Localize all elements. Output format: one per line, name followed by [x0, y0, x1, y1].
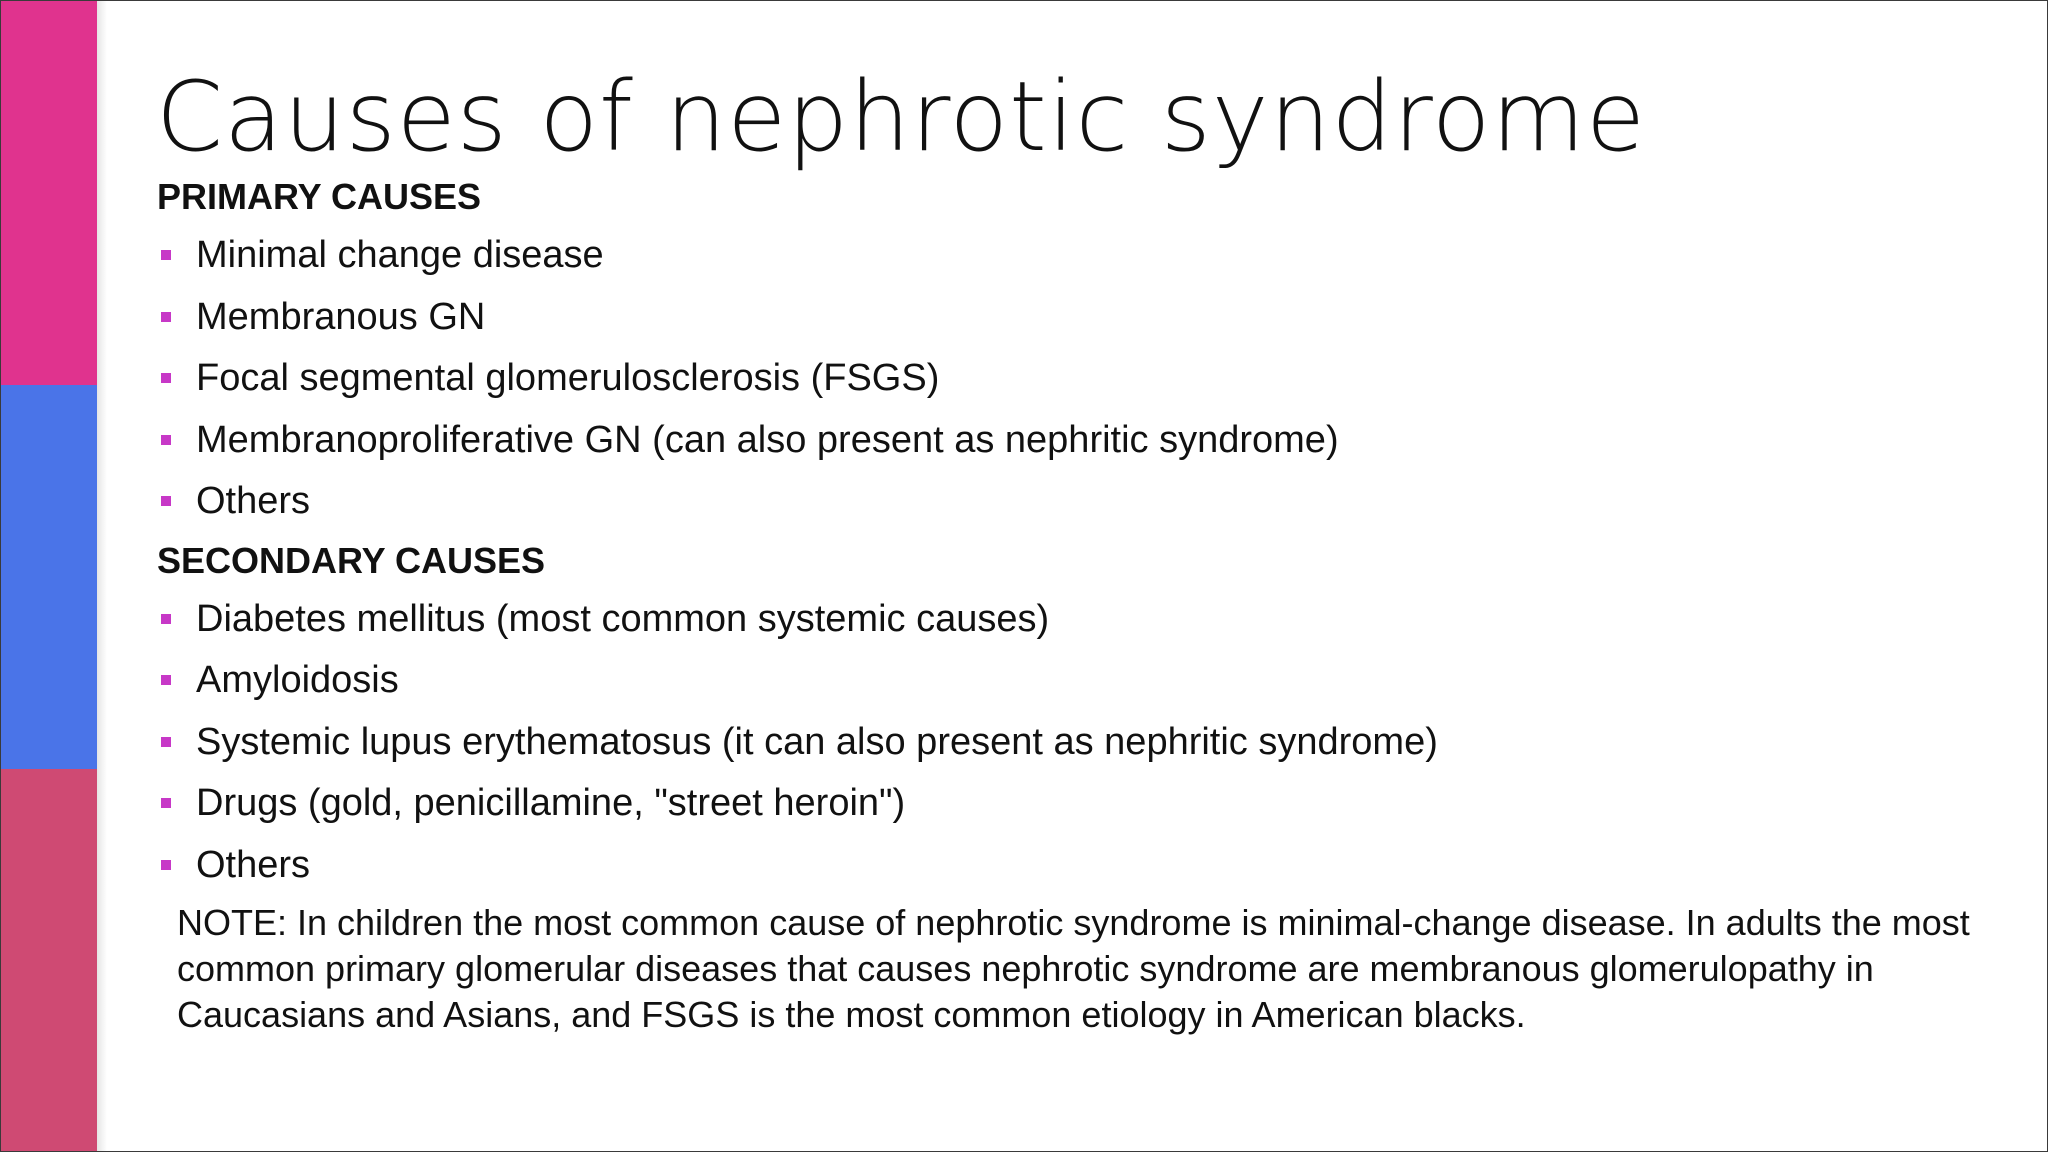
list-item: [157, 471, 1977, 533]
list-item-text: Membranoproliferative GN (can also present as nephritic syndrome): [196, 418, 1339, 461]
list-item: [157, 225, 1977, 287]
secondary-causes-list: [157, 589, 1977, 897]
side-bar-segment-middle: [1, 385, 97, 769]
list-item-text: Others: [196, 480, 311, 522]
side-bar-segment-top: [1, 1, 97, 385]
list-item-text: Diabetes mellitus (most common systemic causes): [196, 597, 1050, 640]
list-item: [157, 835, 1977, 897]
list-item: [157, 650, 1977, 712]
list-item: [157, 410, 1977, 472]
square-bullet-icon: [161, 496, 171, 506]
list-item-text: Amyloidosis: [196, 659, 399, 701]
square-bullet-icon: [161, 373, 171, 383]
list-item: [157, 348, 1977, 410]
side-bar-segment-bottom: [1, 769, 97, 1152]
side-color-bar: [1, 1, 97, 1152]
primary-causes-heading: PRIMARY CAUSES: [157, 176, 482, 217]
list-item-text: Systemic lupus erythematosus (it can also present as nephritic syndrome): [196, 720, 1438, 763]
list-item: [157, 287, 1977, 349]
square-bullet-icon: [161, 798, 171, 808]
square-bullet-icon: [161, 250, 171, 260]
list-item-text: Minimal change disease: [196, 234, 604, 276]
square-bullet-icon: [161, 614, 171, 624]
side-bar-shadow: [97, 1, 107, 1152]
list-item: [157, 589, 1977, 651]
list-item-text: Drugs (gold, penicillamine, "street heroin"): [196, 782, 906, 824]
secondary-causes-heading: SECONDARY CAUSES: [157, 539, 546, 581]
square-bullet-icon: [161, 860, 171, 870]
square-bullet-icon: [161, 675, 171, 685]
list-item-text: Others: [196, 843, 311, 886]
list-item: [157, 712, 1977, 774]
square-bullet-icon: [161, 435, 171, 445]
list-item-text: Membranous GN: [196, 295, 486, 338]
slide-content: [157, 169, 1977, 1038]
list-item: [157, 773, 1977, 835]
square-bullet-icon: [161, 312, 171, 322]
primary-causes-list: [157, 225, 1977, 533]
slide-title: Causes of nephrotic syndrome: [156, 61, 1647, 173]
note-paragraph: NOTE: In children the most common cause of nephrotic syndrome is minimal-change disease. In adults the most common primary glomerular diseases that causes nephrotic syndrome are membranous glomerulopathy in Caucasians and Asians, and FSGS is the most common etiology in American blacks.: [177, 902, 1970, 1035]
square-bullet-icon: [161, 737, 171, 747]
list-item-text: Focal segmental glomerulosclerosis (FSGS): [196, 357, 940, 399]
